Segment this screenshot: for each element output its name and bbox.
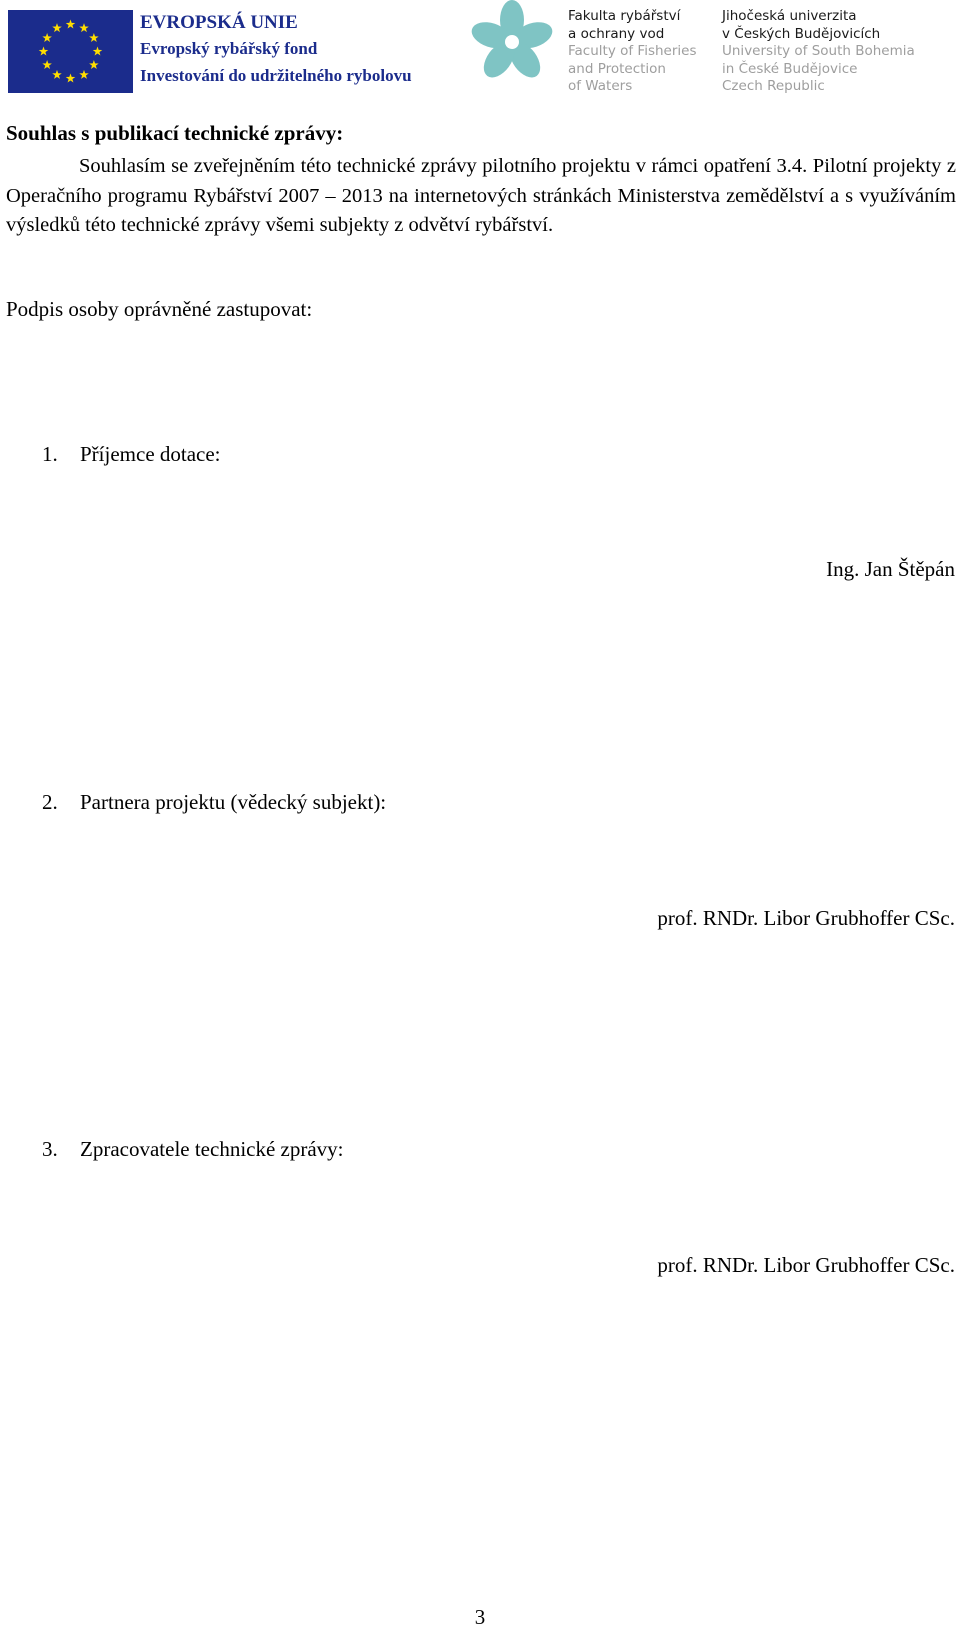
signature-label: Podpis osoby oprávněné zastupovat:	[6, 297, 313, 321]
list-item-author	[42, 1137, 344, 1162]
faculty-name-block	[568, 8, 696, 96]
list-item-partner	[42, 790, 386, 815]
page-number: 3	[474, 1605, 486, 1629]
signatory-name: Ing. Jan Štěpán	[826, 557, 955, 581]
page-header	[0, 0, 960, 96]
university-name-block	[722, 8, 915, 96]
section-heading: Souhlas s publikací technické zprávy:	[6, 121, 344, 145]
university-line: Czech Republic	[722, 78, 825, 94]
university-line: v Českých Budějovicích	[722, 25, 881, 42]
list-label: Partnera projektu (vědecký subjekt):	[80, 790, 387, 814]
list-number: 3.	[42, 1137, 58, 1161]
eu-flag-icon	[8, 10, 133, 93]
consent-paragraph: Souhlasím se zveřejněním této technické zprávy pilotního projektu v rámci opatření 3.4. Pilotní projekty z Operačního programu Rybářství 2007 – 2013 na internetových stránkách Ministerstva zemědělství a s využíváním výsledků této technické zprávy všemi subjekty z odvětví rybářství.	[6, 155, 956, 236]
faculty-line: Fakulta rybářství	[568, 8, 681, 24]
list-number: 1.	[42, 442, 58, 466]
faculty-line: and Protection	[568, 60, 666, 77]
faculty-line: a ochrany vod	[568, 25, 665, 42]
university-line: in České Budějovice	[722, 60, 858, 77]
eu-text-block	[140, 10, 412, 90]
list-number: 2.	[42, 790, 58, 814]
eu-fund: Evropský rybářský fond	[140, 39, 318, 58]
university-line: University of South Bohemia	[722, 43, 915, 59]
faculty-flower-logo-icon	[470, 0, 554, 84]
list-label: Zpracovatele technické zprávy:	[80, 1137, 344, 1161]
eu-motto: Investování do udržitelného rybolovu	[140, 66, 412, 85]
eu-title: EVROPSKÁ UNIE	[140, 12, 298, 33]
faculty-line: Faculty of Fisheries	[568, 43, 697, 59]
signatory-name: prof. RNDr. Libor Grubhoffer CSc.	[657, 1253, 955, 1277]
faculty-line: of Waters	[568, 78, 633, 94]
list-item-recipient	[42, 442, 221, 467]
signatory-name: prof. RNDr. Libor Grubhoffer CSc.	[657, 906, 955, 930]
list-label: Příjemce dotace:	[80, 442, 221, 466]
university-line: Jihočeská univerzita	[722, 8, 857, 24]
